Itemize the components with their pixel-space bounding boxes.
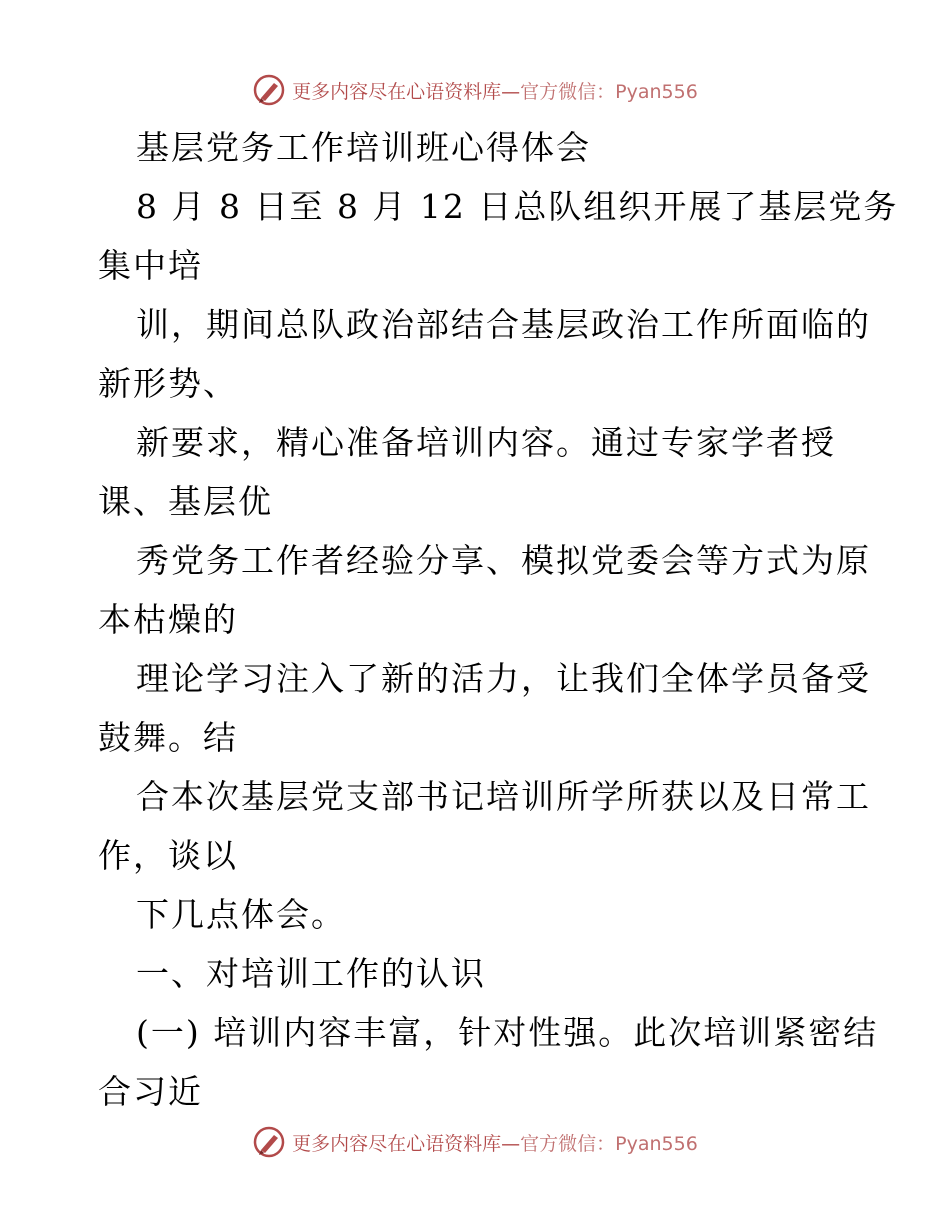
text-line: 本枯燥的 — [98, 600, 238, 639]
text-line: 新要求，精心准备培训内容。通过专家学者授 — [136, 423, 836, 462]
banner-text: 更多内容尽在心语资料库—官方微信：Pyan556 — [292, 80, 698, 103]
text-line: 合本次基层党支部书记培训所学所获以及日常工 — [136, 777, 871, 816]
banner-text: 更多内容尽在心语资料库—官方微信：Pyan556 — [292, 1132, 698, 1155]
text-line: 一、对培训工作的认识 — [136, 954, 486, 993]
text-line: 合习近 — [98, 1072, 203, 1111]
text-line: 课、基层优 — [98, 482, 273, 521]
pen-logo-icon — [252, 73, 286, 107]
text-line: (一) 培训内容丰富，针对性强。此次培训紧密结 — [136, 1013, 879, 1052]
text-line: 新形势、 — [98, 364, 238, 403]
text-line: 秀党务工作者经验分享、模拟党委会等方式为原 — [136, 541, 871, 580]
text-line: 基层党务工作培训班心得体会 — [136, 128, 591, 167]
text-line: 鼓舞。结 — [98, 718, 238, 757]
text-line: 8 月 8 日至 8 月 12 日总队组织开展了基层党务 — [136, 187, 899, 226]
header-watermark-banner — [0, 70, 950, 110]
pen-logo-icon — [252, 1125, 286, 1159]
text-line: 作，谈以 — [98, 836, 238, 875]
text-line: 理论学习注入了新的活力，让我们全体学员备受 — [136, 659, 871, 698]
footer-watermark-banner — [0, 1122, 950, 1162]
text-line: 集中培 — [98, 246, 203, 285]
document-body — [98, 118, 899, 1121]
text-line: 训，期间总队政治部结合基层政治工作所面临的 — [136, 305, 871, 344]
text-line: 下几点体会。 — [136, 895, 346, 934]
